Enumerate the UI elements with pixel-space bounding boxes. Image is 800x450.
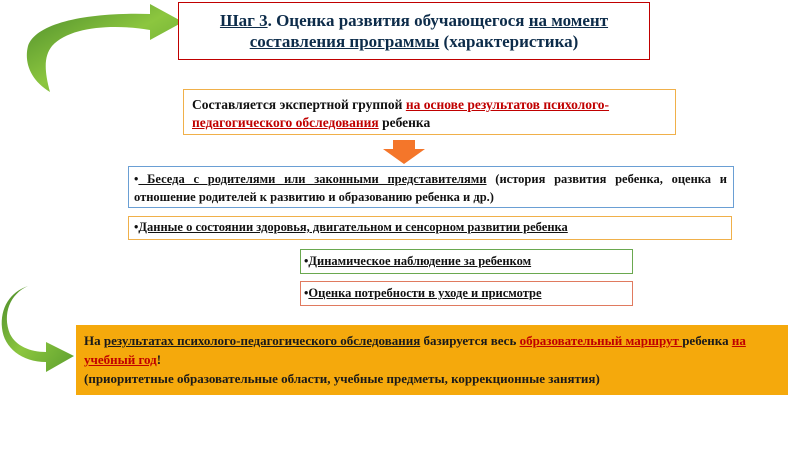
expert-text: Составляется экспертной группой xyxy=(192,97,406,112)
result-line-2: (приоритетные образовательные области, учебные предметы, коррекционные занятия) xyxy=(84,371,600,386)
title-underlined: на момент составления программы xyxy=(249,11,609,51)
educational-route: образовательный маршрут xyxy=(519,333,683,348)
result-summary-box xyxy=(76,325,788,395)
title-tail: (характеристика) xyxy=(439,32,579,51)
talk-title: Беседа с родителями или законными представителями xyxy=(138,172,487,186)
observation-box xyxy=(300,249,633,274)
needs-text: Оценка потребности в уходе и присмотре xyxy=(308,286,542,300)
curved-arrow-icon xyxy=(0,0,190,98)
step-label: Шаг 3 xyxy=(219,11,268,30)
bullet: • xyxy=(134,172,139,186)
title-main: . Оценка развития обучающегося xyxy=(267,11,529,30)
result-basis: результатах психолого-педагогического обследования xyxy=(103,333,421,348)
result-line-1 xyxy=(84,331,788,369)
expert-group-box xyxy=(183,89,676,135)
health-data-box xyxy=(128,216,732,240)
bullet: • xyxy=(134,220,139,234)
health-text: Данные о состоянии здоровья, двигательном и сенсорном развитии ребенка xyxy=(138,220,568,234)
result-text: базируется весь xyxy=(420,333,520,348)
bullet: • xyxy=(304,286,309,300)
step-title xyxy=(178,2,650,60)
parents-talk-box xyxy=(128,166,734,208)
expert-basis: на основе результатов психолого-педагогического обследования xyxy=(192,97,610,130)
bullet: • xyxy=(304,254,309,268)
curved-arrow-icon xyxy=(0,282,80,377)
result-text: ! xyxy=(156,352,162,367)
expert-text-end: ребенка xyxy=(378,115,431,130)
down-arrow-icon xyxy=(382,140,426,164)
observe-text: Динамическое наблюдение за ребенком xyxy=(308,254,532,268)
talk-text: (история развития ребенка, оценка и отношение родителей к развитию и образованию ребенка и др.) xyxy=(134,172,727,204)
school-year: на учебный год xyxy=(84,333,746,367)
care-needs-box xyxy=(300,281,633,306)
result-text: На xyxy=(84,333,104,348)
result-text: ребенка xyxy=(682,333,732,348)
